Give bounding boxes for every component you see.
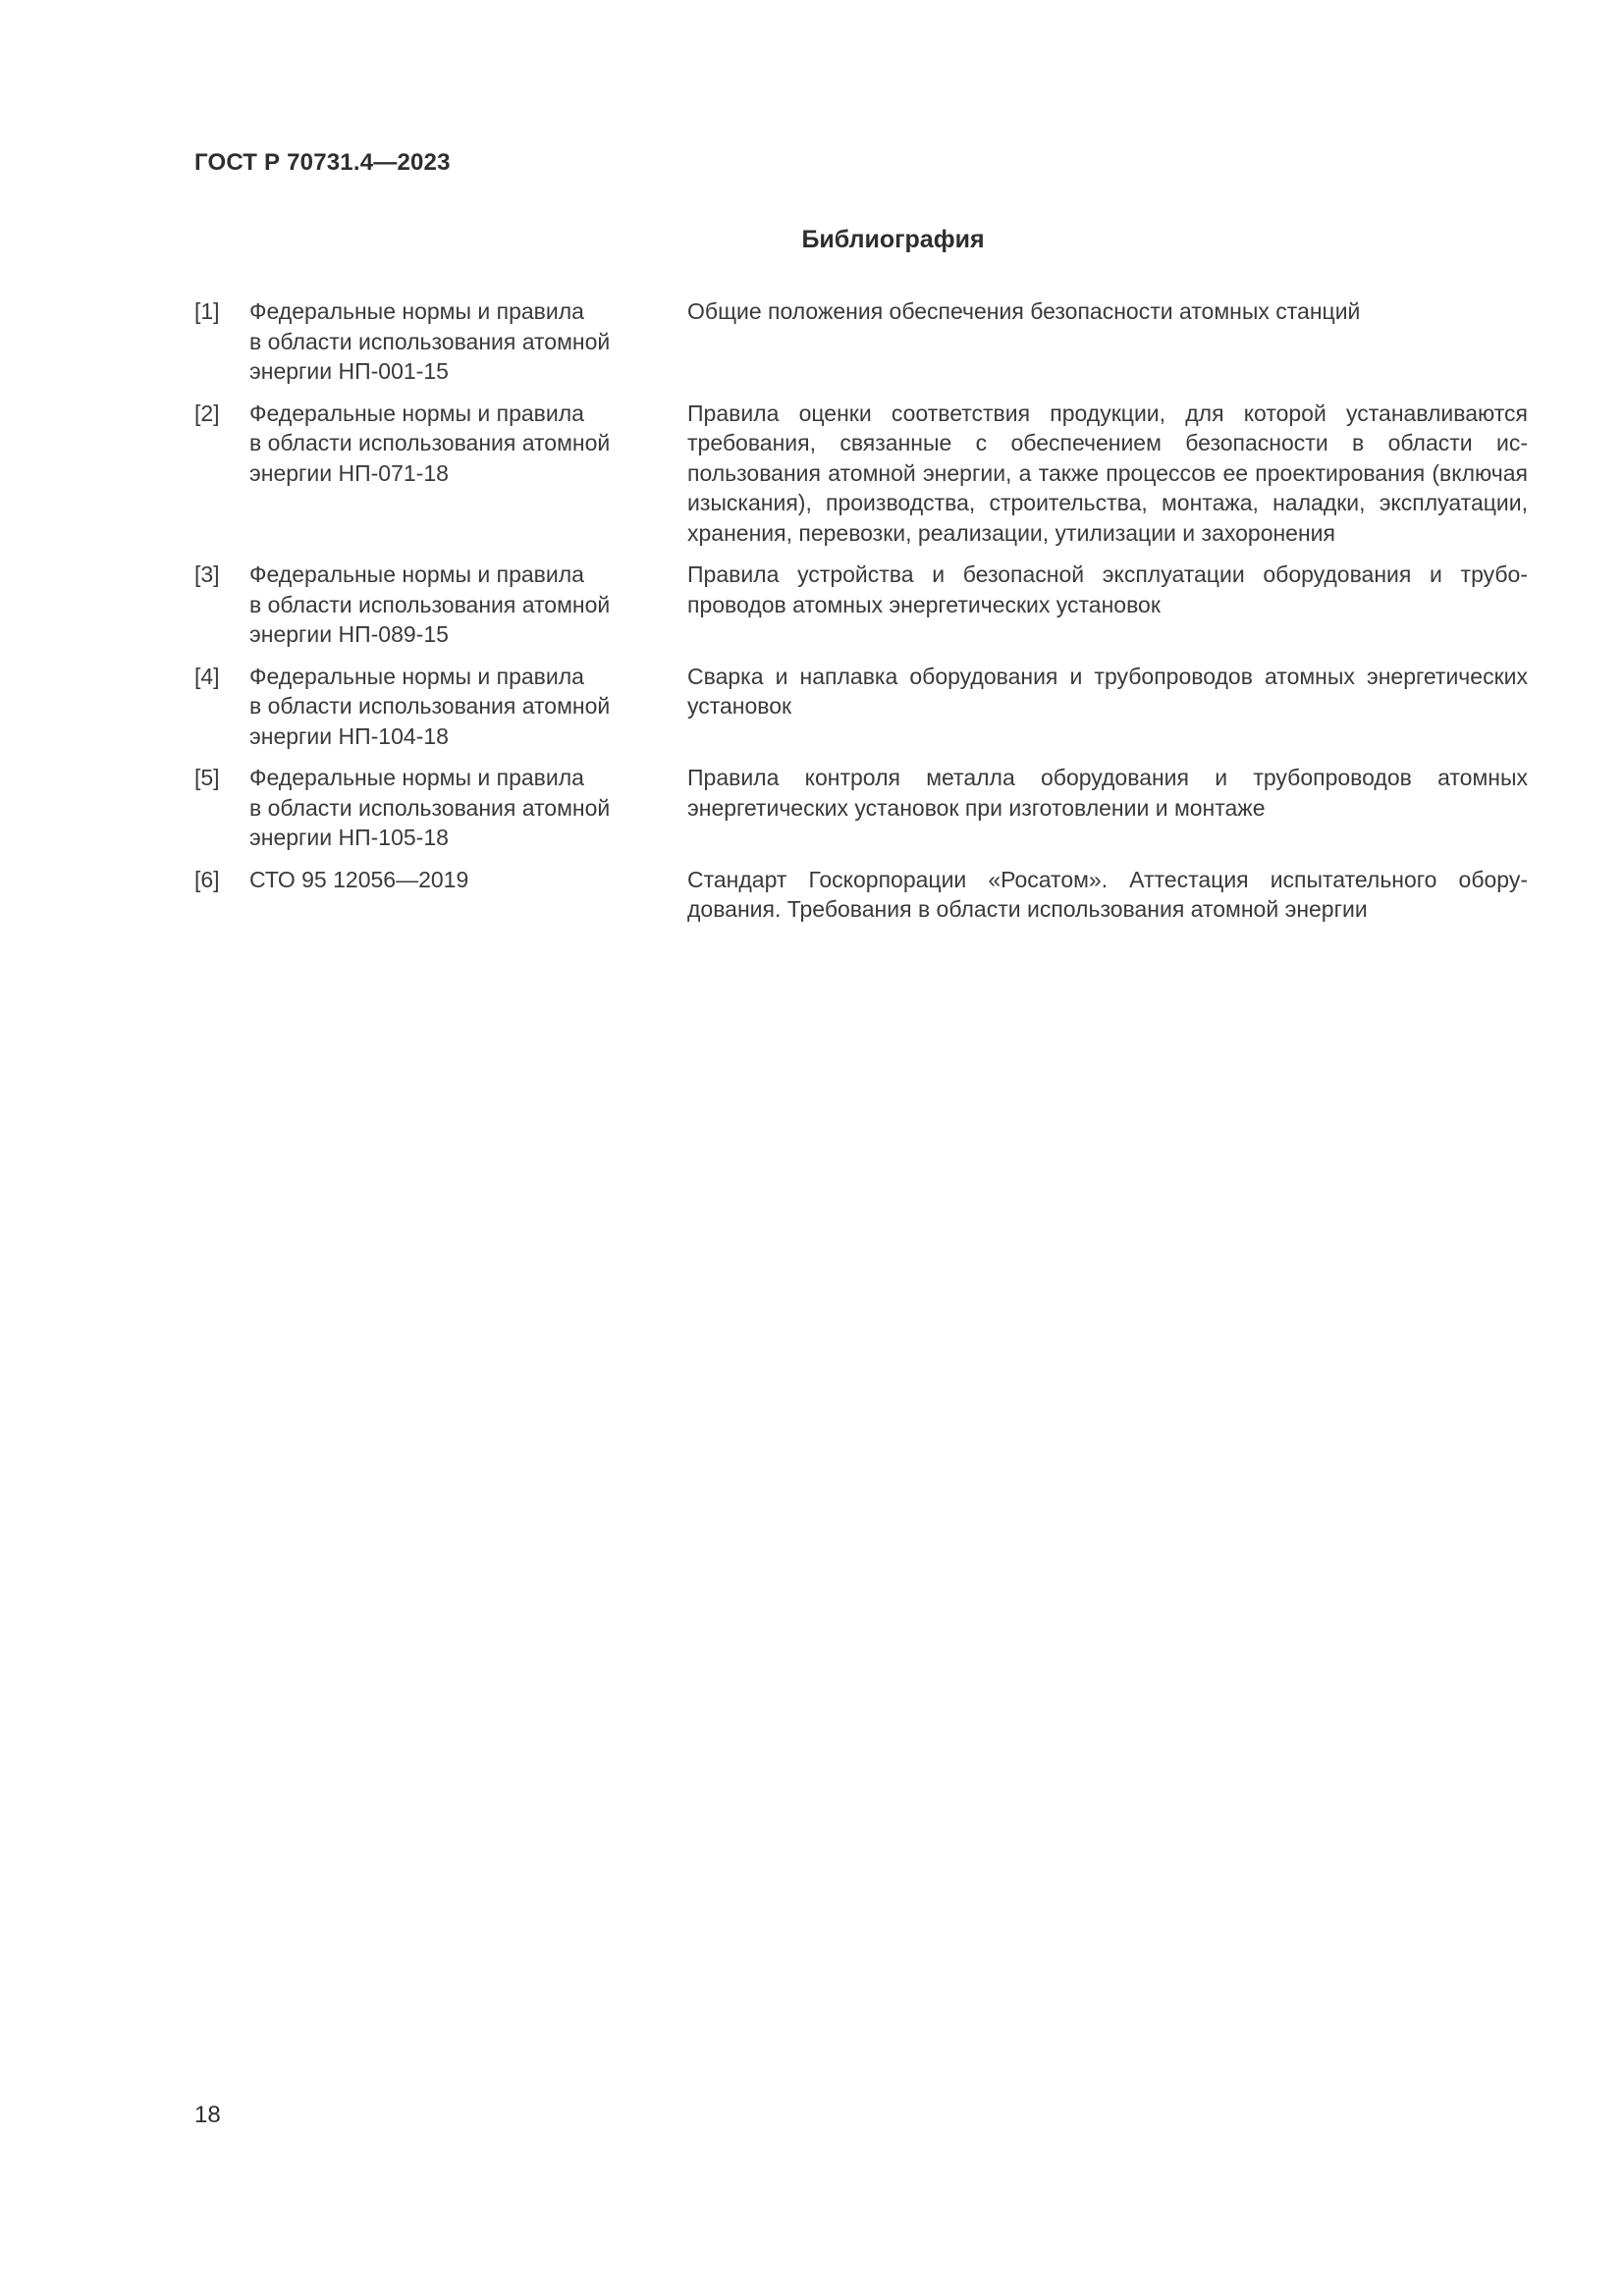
page-number: 18 <box>194 2102 221 2128</box>
entry-source <box>249 399 687 489</box>
entry-source-line: в области использования атомной <box>249 328 611 354</box>
entry-number: [6] <box>194 866 220 892</box>
entry-source-line: Федеральные нормы и правила <box>249 298 584 324</box>
entry-source-line: в области использования атомной <box>249 794 611 821</box>
bibliography-entry <box>194 662 1528 752</box>
document-code: ГОСТ Р 70731.4—2023 <box>194 149 451 176</box>
bibliography-title: Библиография <box>801 226 985 253</box>
entry-source-line: энергии НП-071-18 <box>249 459 449 486</box>
entry-description: Правила устройства и безопасной эксплуатации оборудования и трубопроводов атомных энергетических установок <box>687 561 1528 617</box>
entry-number: [3] <box>194 561 220 587</box>
bibliography-entry <box>194 763 1528 853</box>
entry-source-line: Федеральные нормы и правила <box>249 663 584 689</box>
entry-description: Правила контроля металла оборудования и трубопроводов атомных энергетических установок при изготовлении и монтаже <box>687 765 1528 821</box>
entry-number: [2] <box>194 400 220 426</box>
entry-source-line: Федеральные нормы и правила <box>249 400 584 426</box>
bibliography-list <box>194 296 1528 936</box>
entry-description: Правила оценки соответствия продукции, для которой устанавливаются требования, связанные с обеспечением безопасности в области использования атомной энергии, а также процессов ее проектирования (включая изыскания), производства, строительства, монтажа, наладки, эксплуатации, хранения, перевозки, реализации, утилизации и захоронения <box>687 400 1528 546</box>
entry-source-line: в области использования атомной <box>249 430 611 455</box>
bibliography-entry <box>194 865 1528 925</box>
entry-source-line: Федеральные нормы и правила <box>249 765 584 790</box>
entry-number: [1] <box>194 298 220 324</box>
entry-source-line: СТО 95 12056—2019 <box>249 866 469 892</box>
entry-source <box>249 763 687 853</box>
entry-source-line: в области использования атомной <box>249 591 611 617</box>
bibliography-entry <box>194 560 1528 650</box>
entry-source <box>249 662 687 752</box>
entry-source <box>249 296 687 387</box>
entry-source-line: энергии НП-105-18 <box>249 825 449 850</box>
entry-source-line: энергии НП-104-18 <box>249 722 449 749</box>
entry-description: Стандарт Госкорпорации «Росатом». Аттестация испытательного оборудования. Требования в области использования атомной энергии <box>687 866 1528 922</box>
entry-source-line: в области использования атомной <box>249 693 611 719</box>
entry-source <box>249 865 687 895</box>
entry-source-line: энергии НП-089-15 <box>249 621 449 647</box>
entry-description: Общие положения обеспечения безопасности атомных станций <box>687 298 1361 324</box>
entry-number: [5] <box>194 765 220 790</box>
entry-number: [4] <box>194 663 220 689</box>
bibliography-entry <box>194 296 1528 387</box>
entry-source-line: Федеральные нормы и правила <box>249 561 584 587</box>
entry-description: Сварка и наплавка оборудования и трубопроводов атомных энергетических установок <box>687 663 1528 719</box>
bibliography-entry <box>194 399 1528 549</box>
entry-source <box>249 560 687 650</box>
entry-source-line: энергии НП-001-15 <box>249 358 449 384</box>
